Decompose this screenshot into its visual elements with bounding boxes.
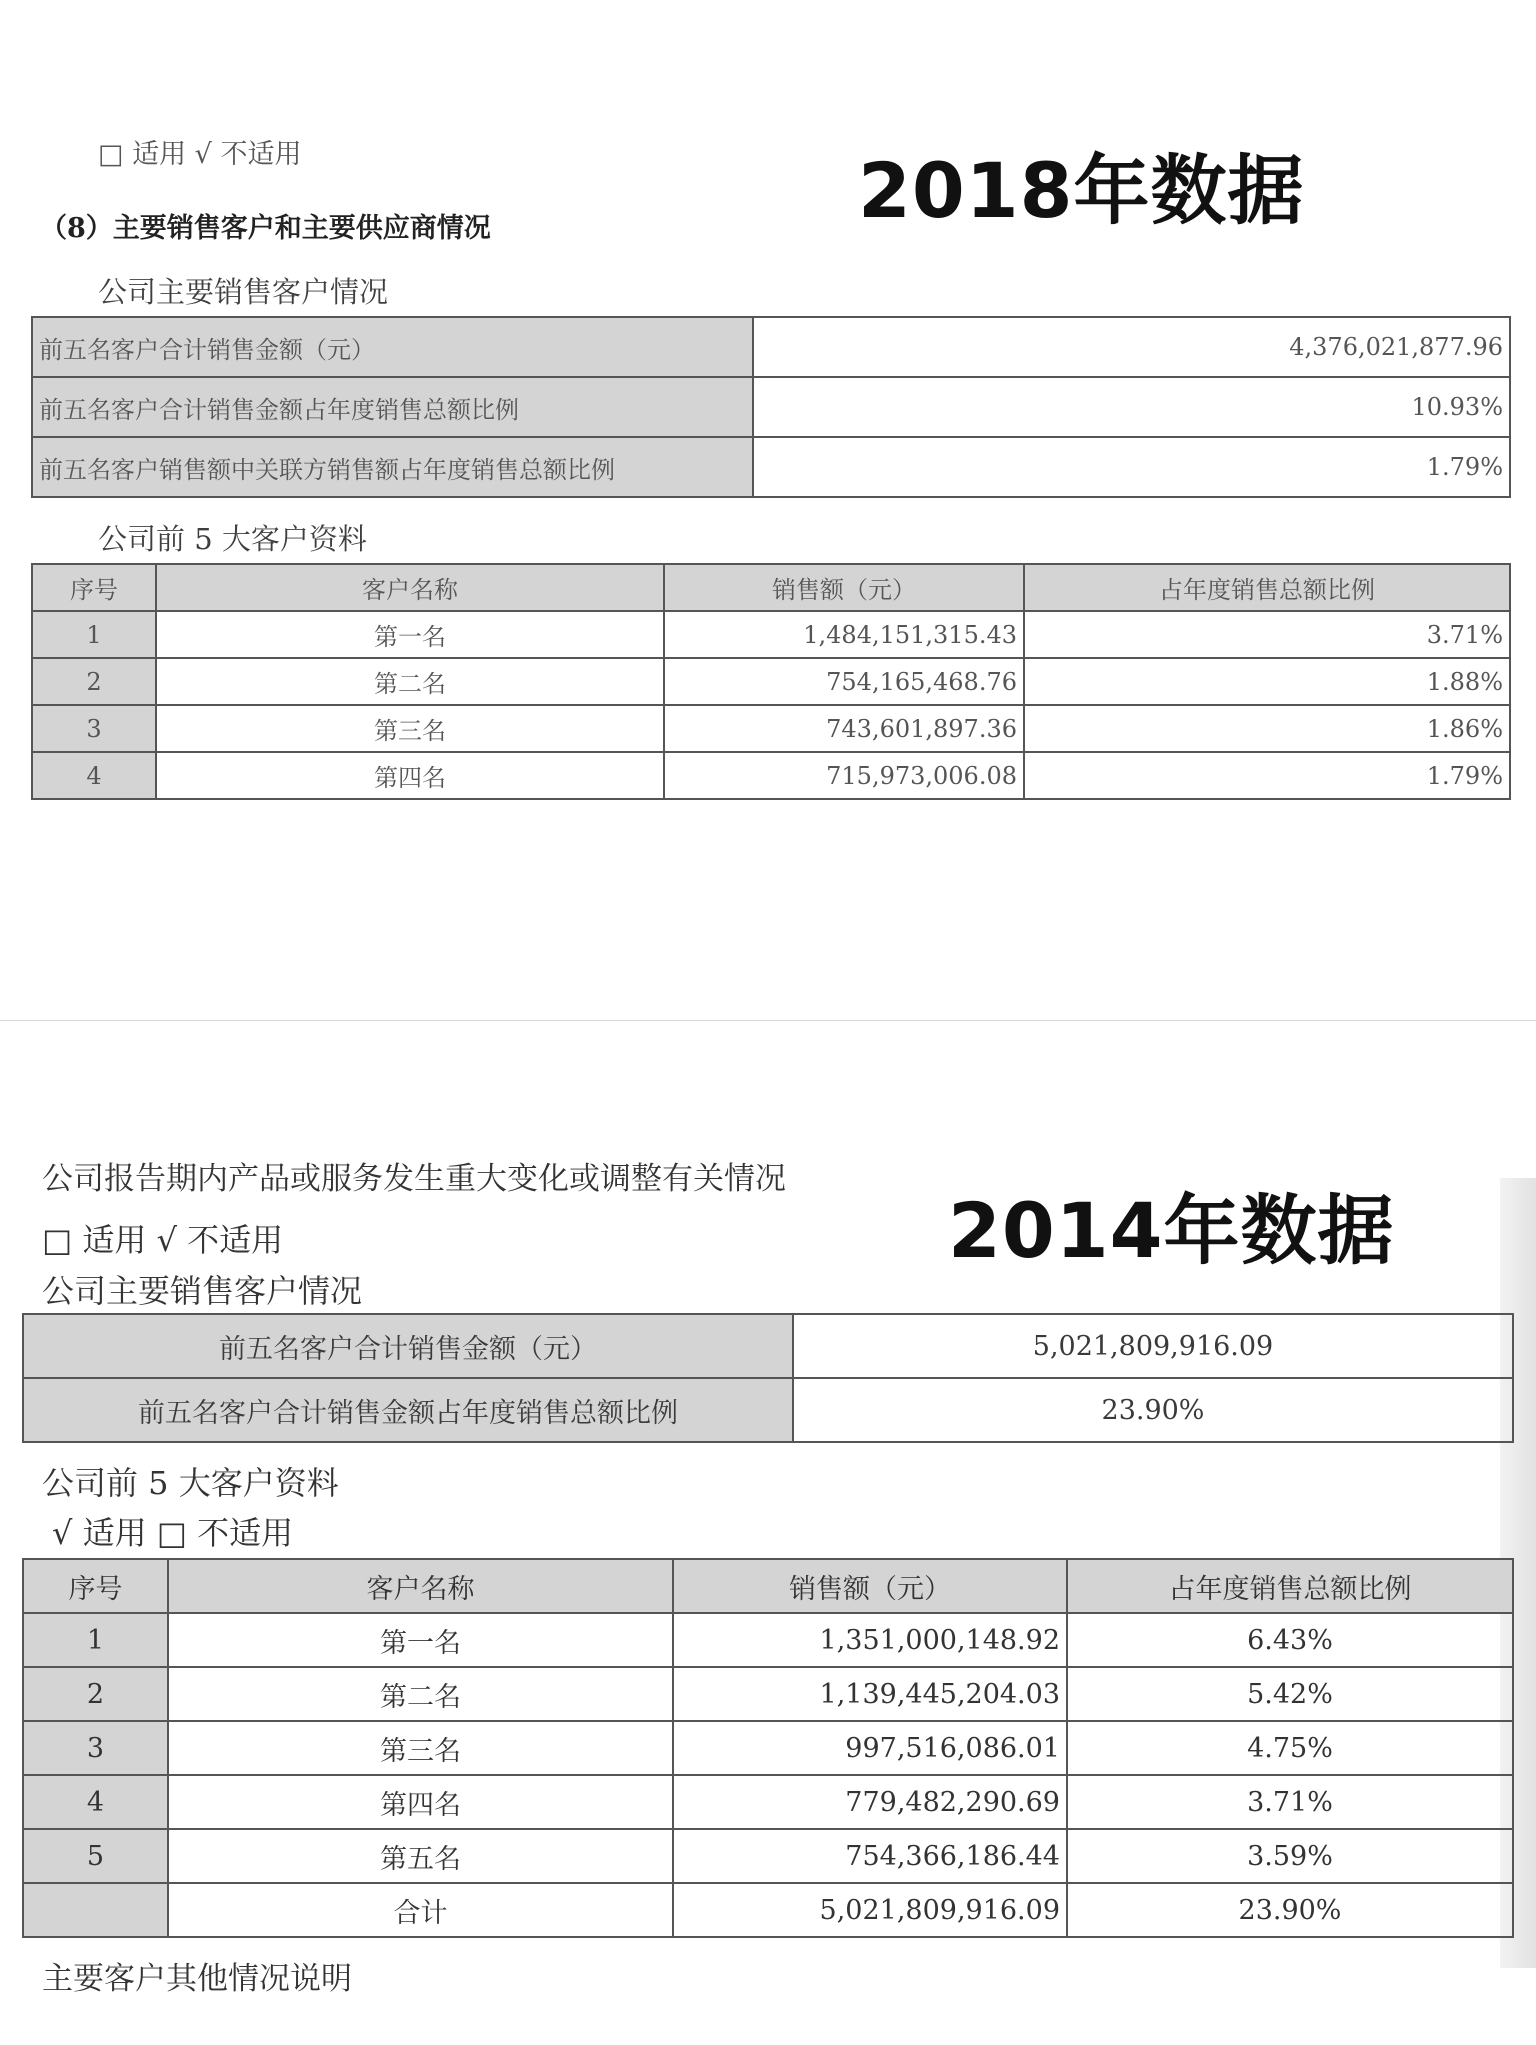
header-name: 客户名称	[156, 564, 664, 611]
row-name: 第五名	[168, 1829, 673, 1883]
summary-label: 前五名客户合计销售金额占年度销售总额比例	[32, 377, 753, 437]
summary-value: 10.93%	[753, 377, 1510, 437]
subtitle-top5: 公司前 5 大客户资料	[98, 522, 367, 556]
header-ratio: 占年度销售总额比例	[1067, 1559, 1513, 1613]
applicable-line: □ 适用 √ 不适用	[42, 1221, 284, 1259]
table-header-row	[32, 564, 1510, 611]
total-no	[23, 1883, 168, 1937]
summary-value: 23.90%	[793, 1378, 1513, 1442]
table-row	[32, 658, 1510, 705]
applicable-line: √ 适用 □ 不适用	[52, 1514, 294, 1552]
summary-value: 4,376,021,877.96	[753, 317, 1510, 377]
row-amount: 743,601,897.36	[664, 705, 1024, 752]
row-no: 1	[23, 1613, 168, 1667]
row-name: 第四名	[168, 1775, 673, 1829]
section-divider	[0, 1020, 1536, 1021]
row-no: 2	[32, 658, 156, 705]
row-no: 1	[32, 611, 156, 658]
table-row	[23, 1829, 1513, 1883]
table-total-row	[23, 1883, 1513, 1937]
summary-row	[32, 317, 1510, 377]
table-row	[32, 611, 1510, 658]
row-ratio: 6.43%	[1067, 1613, 1513, 1667]
summary-row	[23, 1378, 1513, 1442]
subtitle-main-customers: 公司主要销售客户情况	[98, 275, 389, 309]
row-ratio: 1.79%	[1024, 752, 1510, 799]
table-row	[23, 1613, 1513, 1667]
row-ratio: 3.71%	[1067, 1775, 1513, 1829]
row-name: 第三名	[156, 705, 664, 752]
row-no: 4	[32, 752, 156, 799]
row-amount: 754,165,468.76	[664, 658, 1024, 705]
header-name: 客户名称	[168, 1559, 673, 1613]
row-ratio: 3.71%	[1024, 611, 1510, 658]
row-no: 3	[32, 705, 156, 752]
row-name: 第三名	[168, 1721, 673, 1775]
summary-row	[32, 377, 1510, 437]
summary-row	[23, 1314, 1513, 1378]
subtitle-top5: 公司前 5 大客户资料	[42, 1464, 339, 1502]
row-no: 4	[23, 1775, 168, 1829]
row-ratio: 1.86%	[1024, 705, 1510, 752]
row-name: 第一名	[156, 611, 664, 658]
total-ratio: 23.90%	[1067, 1883, 1513, 1937]
header-amount: 销售额（元）	[673, 1559, 1067, 1613]
row-name: 第一名	[168, 1613, 673, 1667]
summary-label: 前五名客户合计销售金额（元）	[32, 317, 753, 377]
summary-value: 5,021,809,916.09	[793, 1314, 1513, 1378]
cut-off-text-line: 主要客户其他情况说明	[42, 1961, 352, 1997]
summary-value: 1.79%	[753, 437, 1510, 497]
row-amount: 1,351,000,148.92	[673, 1613, 1067, 1667]
section-heading: （8）主要销售客户和主要供应商情况	[40, 213, 491, 244]
row-ratio: 4.75%	[1067, 1721, 1513, 1775]
top5-table-2014	[22, 1558, 1514, 1938]
summary-label: 前五名客户合计销售金额（元）	[23, 1314, 793, 1378]
summary-label: 前五名客户合计销售金额占年度销售总额比例	[23, 1378, 793, 1442]
total-label: 合计	[168, 1883, 673, 1937]
table-header-row	[23, 1559, 1513, 1613]
table-row	[23, 1721, 1513, 1775]
header-amount: 销售额（元）	[664, 564, 1024, 611]
row-amount: 779,482,290.69	[673, 1775, 1067, 1829]
summary-table-2014	[22, 1313, 1514, 1443]
year-2018-label: 2018年数据	[858, 146, 1305, 235]
row-no: 5	[23, 1829, 168, 1883]
header-no: 序号	[23, 1559, 168, 1613]
row-amount: 715,973,006.08	[664, 752, 1024, 799]
header-ratio: 占年度销售总额比例	[1024, 564, 1510, 611]
summary-table-2018	[31, 316, 1511, 498]
total-amount: 5,021,809,916.09	[673, 1883, 1067, 1937]
cut-off-text-line: 公司报告期内产品或服务发生重大变化或调整有关情况	[42, 1161, 786, 1197]
row-amount: 1,484,151,315.43	[664, 611, 1024, 658]
summary-label: 前五名客户销售额中关联方销售额占年度销售总额比例	[32, 437, 753, 497]
row-amount: 997,516,086.01	[673, 1721, 1067, 1775]
row-name: 第二名	[156, 658, 664, 705]
subtitle-main-customers: 公司主要销售客户情况	[42, 1272, 363, 1310]
table-row	[32, 705, 1510, 752]
row-amount: 754,366,186.44	[673, 1829, 1067, 1883]
year-2014-label: 2014年数据	[948, 1186, 1395, 1275]
row-ratio: 5.42%	[1067, 1667, 1513, 1721]
row-name: 第二名	[168, 1667, 673, 1721]
table-row	[23, 1667, 1513, 1721]
row-ratio: 3.59%	[1067, 1829, 1513, 1883]
top5-table-2018	[31, 563, 1511, 800]
row-no: 2	[23, 1667, 168, 1721]
summary-row	[32, 437, 1510, 497]
row-name: 第四名	[156, 752, 664, 799]
table-row	[23, 1775, 1513, 1829]
row-no: 3	[23, 1721, 168, 1775]
row-amount: 1,139,445,204.03	[673, 1667, 1067, 1721]
table-row	[32, 752, 1510, 799]
header-no: 序号	[32, 564, 156, 611]
row-ratio: 1.88%	[1024, 658, 1510, 705]
cut-off-text-line: □ 适用 √ 不适用	[98, 139, 302, 170]
